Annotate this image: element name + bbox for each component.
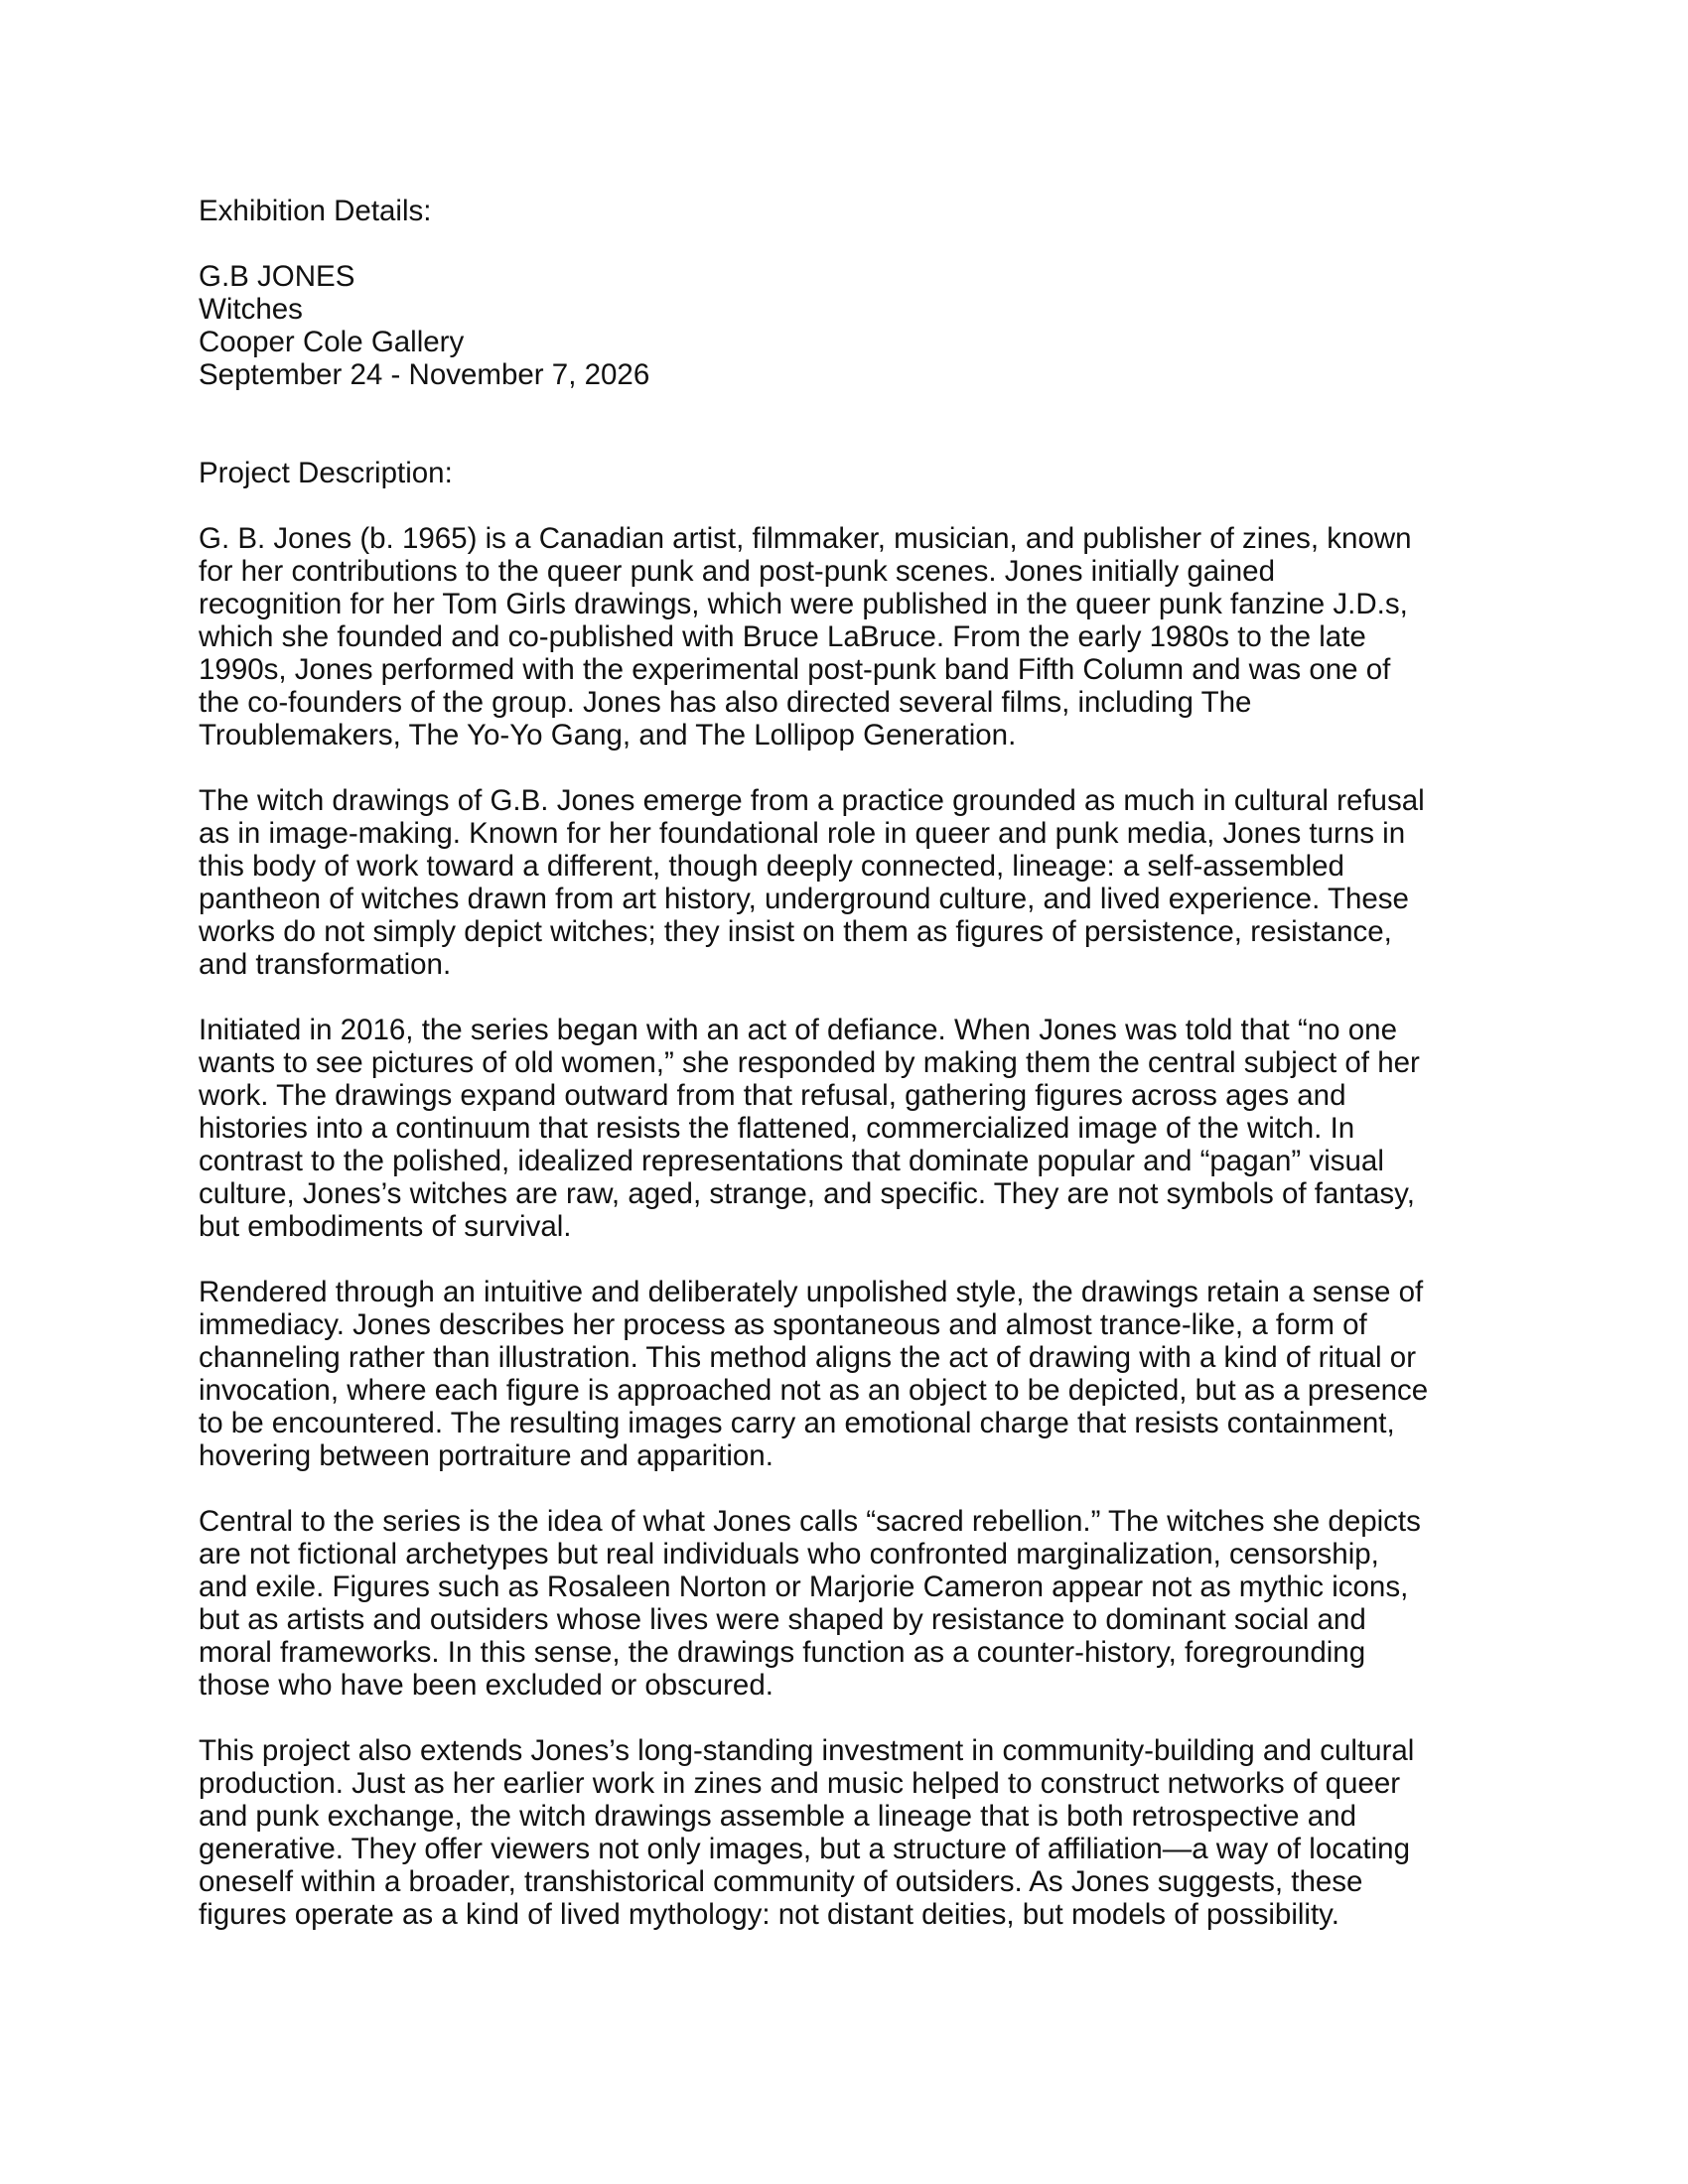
paragraph-biography: G. B. Jones (b. 1965) is a Canadian artist, filmmaker, musician, and publisher of zines, known for her contributions to the queer punk and post-punk scenes. Jones initially gained recognition for her Tom Girls drawings, which were published in the queer punk fanzine J.D.s, which she founded and co-published with Bruce LaBruce. From the early 1980s to the late 1990s, Jones performed with the experimental post-punk band Fifth Column and was one of the co-founders of the group. Jones has also directed several films, including The Troublemakers, The Yo-Yo Gang, and The Lollipop Generation. <box>199 522 1412 751</box>
exhibition-dates: September 24 - November 7, 2026 <box>199 358 650 391</box>
exhibition-details-block <box>199 260 1499 391</box>
paragraph-sacred-rebellion: Central to the series is the idea of what Jones calls “sacred rebellion.” The witches she depicts are not fictional archetypes but real individuals who confronted marginalization, censorship, and exile. Figures such as Rosaleen Norton or Marjorie Cameron appear not as mythic icons, but as artists and outsiders whose lives were shaped by resistance to dominant social and moral frameworks. In this sense, the drawings function as a counter-history, foregrounding those who have been excluded or obscured. <box>199 1505 1421 1702</box>
paragraph-process: Rendered through an intuitive and deliberately unpolished style, the drawings retain a sense of immediacy. Jones describes her process as spontaneous and almost trance-like, a form of channeling rather than illustration. This method aligns the act of drawing with a kind of ritual or invocation, where each figure is approached not as an object to be depicted, but as a presence to be encountered. The resulting images carry an emotional charge that resists containment, hovering between portraiture and apparition. <box>199 1276 1429 1472</box>
section-spacer <box>199 391 1499 457</box>
project-description-heading: Project Description: <box>199 457 453 489</box>
exhibition-title: Witches <box>199 293 303 326</box>
paragraph-witch-drawings: The witch drawings of G.B. Jones emerge from a practice grounded as much in cultural refusal as in image-making. Known for her foundational role in queer and punk media, Jones turns in this body of work toward a different, though deeply connected, lineage: a self-assembled pantheon of witches drawn from art history, underground culture, and lived experience. These works do not simply depict witches; they insist on them as figures of persistence, resistance, and transformation. <box>199 784 1425 981</box>
exhibition-details-heading: Exhibition Details: <box>199 195 432 227</box>
gallery-name: Cooper Cole Gallery <box>199 326 465 358</box>
paragraph-series-origin: Initiated in 2016, the series began with an act of defiance. When Jones was told that “no one wants to see pictures of old women,” she responded by making them the central subject of her work. The drawings expand outward from that refusal, gathering figures across ages and histories into a continuum that resists the flattened, commercialized image of the witch. In contrast to the polished, idealized representations that dominate popular and “pagan” visual culture, Jones’s witches are raw, aged, strange, and specific. They are not symbols of fantasy, but embodiments of survival. <box>199 1014 1420 1243</box>
paragraph-community: This project also extends Jones’s long-standing investment in community-building and cultural production. Just as her earlier work in zines and music helped to construct networks of queer and punk exchange, the witch drawings assemble a lineage that is both retrospective and generative. They offer viewers not only images, but a structure of affiliation—a way of locating oneself within a broader, transhistorical community of outsiders. As Jones suggests, these figures operate as a kind of lived mythology: not distant deities, but models of possibility. <box>199 1734 1415 1931</box>
artist-name: G.B JONES <box>199 260 355 293</box>
document-page <box>199 195 1499 1931</box>
